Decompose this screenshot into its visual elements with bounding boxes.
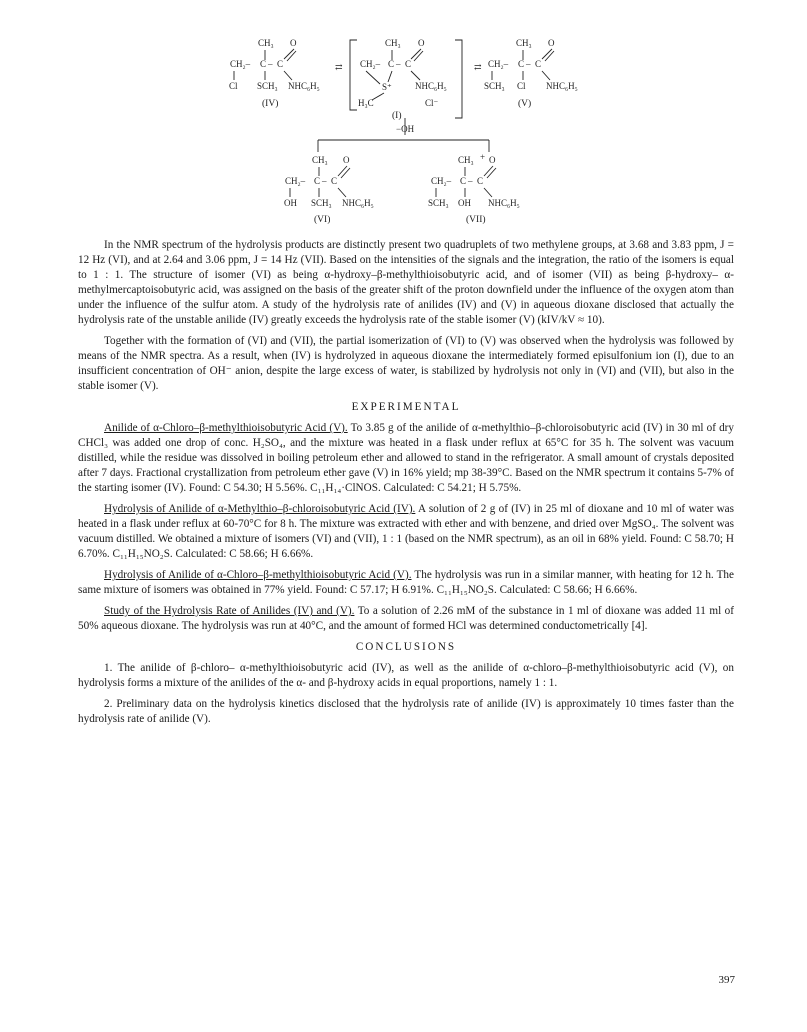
- experiment-2-text: A solution of 2 g of (IV) in 25 ml of dioxane and 10 ml of water was heated in a flask under reflux at 60-70°C for 8 h. The mixture was extracted with ether and with benzene, and dried over MgSO₄. The solvent was vacuum distilled. We obtained a mixture of isomers (VI) and (VII), 1 : 1 (based on the NMR spectrum), as an oil in 68% yield. Found: C 58.70; H 6.70%. C₁₁H₁₅NO₂S. Calculated: C 58.66; H 6.66%.: [78, 503, 735, 560]
- iv-sch3: SCH₃: [257, 81, 278, 91]
- iv-ch2: CH₂–: [230, 59, 251, 69]
- hydroxide-label: −OH: [396, 124, 415, 134]
- svg-text:–: –: [396, 59, 401, 69]
- v-sch3: SCH₃: [484, 81, 505, 91]
- i-h3c: H₃C: [358, 98, 374, 108]
- i-s-plus: S⁺: [382, 82, 392, 92]
- svg-text:–: –: [322, 176, 327, 186]
- vii-ch3-top: CH₃: [458, 155, 474, 165]
- vii-oh: OH: [458, 198, 471, 208]
- v-c2: C: [535, 59, 542, 69]
- i-c1: C: [388, 59, 395, 69]
- i-c2: C: [405, 59, 412, 69]
- vii-sch3: SCH₃: [428, 198, 449, 208]
- v-c1: C: [518, 59, 525, 69]
- caption-vii: (VII): [466, 215, 486, 225]
- equilibrium-arrow-1: ⇄: [335, 62, 343, 72]
- experiment-3-title: Hydrolysis of Anilide of α-Chloro–β-methylthioisobutyric Acid (V).: [104, 569, 412, 581]
- vii-nhc6h5: NHC₆H₅: [488, 198, 520, 208]
- page-number: 397: [718, 974, 735, 986]
- experiment-1: [78, 421, 734, 496]
- vii-c1: C: [460, 176, 467, 186]
- vi-sch3: SCH₃: [311, 198, 332, 208]
- vi-ch3-top: CH₃: [312, 155, 328, 165]
- v-ch2: CH₂–: [488, 59, 509, 69]
- reaction-scheme: [0, 0, 807, 232]
- conclusion-2: 2. Preliminary data on the hydrolysis kinetics disclosed that the hydrolysis rate of anilide (IV) is approximately 10 times faster than the hydrolysis rate of anilide (V).: [78, 698, 734, 725]
- conclusions-heading: CONCLUSIONS: [355, 641, 457, 653]
- structure-i: [358, 38, 447, 121]
- v-o: O: [548, 38, 555, 48]
- vi-c1: C: [314, 176, 321, 186]
- structure-iv: [229, 38, 320, 109]
- equilibrium-arrow-2: ⇄: [474, 62, 482, 72]
- v-nhc6h5: NHC₆H₅: [546, 81, 578, 91]
- iv-nhc6h5: NHC₆H₅: [288, 81, 320, 91]
- vi-nhc6h5: NHC₆H₅: [342, 198, 374, 208]
- caption-iv: (IV): [262, 99, 279, 109]
- iv-cl: Cl: [229, 81, 238, 91]
- vii-o: O: [489, 155, 496, 165]
- vi-oh: OH: [284, 198, 297, 208]
- svg-text:–: –: [268, 59, 273, 69]
- vii-ch2: CH₂–: [431, 176, 452, 186]
- vi-o: O: [343, 155, 350, 165]
- experiment-2-title: Hydrolysis of Anilide of α-Methylthio–β-chloroisobutyric Acid (IV).: [104, 503, 416, 515]
- v-cl: Cl: [517, 81, 526, 91]
- svg-text:–: –: [468, 176, 473, 186]
- i-ch2: CH₂–: [360, 59, 381, 69]
- iv-o: O: [290, 38, 297, 48]
- i-o: O: [418, 38, 425, 48]
- iv-c2: C: [277, 59, 284, 69]
- vii-c2: C: [477, 176, 484, 186]
- i-ch3-top: CH₃: [385, 38, 401, 48]
- caption-v: (V): [518, 99, 532, 109]
- caption-i: (I): [392, 111, 402, 121]
- vii-plus: +: [480, 152, 486, 162]
- structure-vi: [284, 155, 374, 225]
- structure-vii: [428, 152, 520, 225]
- experiment-4-text: To a solution of 2.26 mM of the substance in 1 ml of dioxane was added 11 ml of 50% aqueous dioxane. The hydrolysis was run at 40°C, and the amount of formed HCl was determined conductometrically [4].: [78, 605, 734, 632]
- i-cl-minus: Cl⁻: [425, 98, 439, 108]
- experiment-3-text: The hydrolysis was run in a similar manner, with heating for 12 h. The same mixture of isomers was obtained in 77% yield. Found: C 57.17; H 6.91%. C₁₁H₁₅NO₂S. Calculated: C 58.66; H 6.66%.: [78, 569, 734, 596]
- v-ch3-top: CH₃: [516, 38, 532, 48]
- experiment-4-title: Study of the Hydrolysis Rate of Anilides (IV) and (V).: [104, 605, 355, 617]
- vi-ch2: CH₂–: [285, 176, 306, 186]
- i-nhc6h5: NHC₆H₅: [415, 81, 447, 91]
- experiment-1-title: Anilide of α-Chloro–β-methylthioisobutyric Acid (V).: [104, 422, 348, 434]
- experiment-4: [78, 604, 734, 634]
- experimental-heading: EXPERIMENTAL: [351, 401, 461, 413]
- svg-text:–: –: [526, 59, 531, 69]
- vi-c2: C: [331, 176, 338, 186]
- iv-c1: C: [260, 59, 267, 69]
- conclusion-1: 1. The anilide of β-chloro– α-methylthioisobutyric acid (IV), as well as the anilide of α-chloro–β-methylthioisobutyric acid (V), on hydrolysis forms a mixture of the anilides of the α- and β-hydroxy acids in equal proportions, namely 1 : 1.: [78, 662, 734, 689]
- iv-ch3-top: CH₃: [258, 38, 274, 48]
- paragraph-isomerization: Together with the formation of (VI) and (VII), the partial isomerization of (VI) to (V) was observed when the hydrolysis was followed by means of the NMR spectra. As a result, when (IV) is hydrolyzed in aqueous dioxane the intermediately formed episulfonium ion (I), due to an insufficient concentration of OH⁻ anion, despite the large excess of water, is stabilized by hydrolysis not only in (VI) and (VII), but also in the stable isomer (V).: [78, 335, 734, 392]
- paragraph-nmr: In the NMR spectrum of the hydrolysis products are distinctly present two quadruplets of two methylene groups, at 3.68 and 3.83 ppm, J = 12 Hz (VI), and at 2.64 and 3.06 ppm, J = 14 Hz (VII). Based on the intensities of the signals and the integration, the ratio of the isomers is equal to 1 : 1. The structure of isomer (VI) as being α-hydroxy–β-methylthioisobutyric acid, and of isomer (VII) as being β-hydroxy– α-methylmercaptoisobutyric acid, was assigned on the basis of the greater shift of the proton downfield under the influence of the oxygen atom than under the influence of the sulfur atom. A study of the hydrolysis rate of anilides (IV) and (V) in aqueous dioxane disclosed that actually the hydrolysis rate of the unstable anilide (IV) greatly exceeds the hydrolysis rate of the stable isomer (V) (kIV/kV ≈ 10).: [78, 239, 734, 326]
- experiment-3: [78, 568, 734, 598]
- experiment-2: [78, 502, 734, 562]
- structure-v: [484, 38, 578, 109]
- article-body: [78, 238, 734, 733]
- caption-vi: (VI): [314, 215, 331, 225]
- experiment-1-text: To 3.85 g of the anilide of α-methylthio–β-chloroisobutyric acid (IV) in 30 ml of dry CHCl₃ was added one drop of conc. H₂SO₄, and the mixture was heated in a flask under reflux at 65°C for 35 h. The solvent was vacuum distilled, while the residue was dissolved in boiling petroleum ether and allowed to stand in the refrigerator. A small amount of crystals deposited after 7 days. Fractional crystallization from petroleum ether gave (V) in 16% yield; mp 38-39°C. Based on the NMR spectrum it contains 5-7% of the starting isomer (IV). Found: C 54.30; H 5.56%. C₁₁H₁₄·ClNOS. Calculated: C 54.21; H 5.75%.: [78, 422, 734, 494]
